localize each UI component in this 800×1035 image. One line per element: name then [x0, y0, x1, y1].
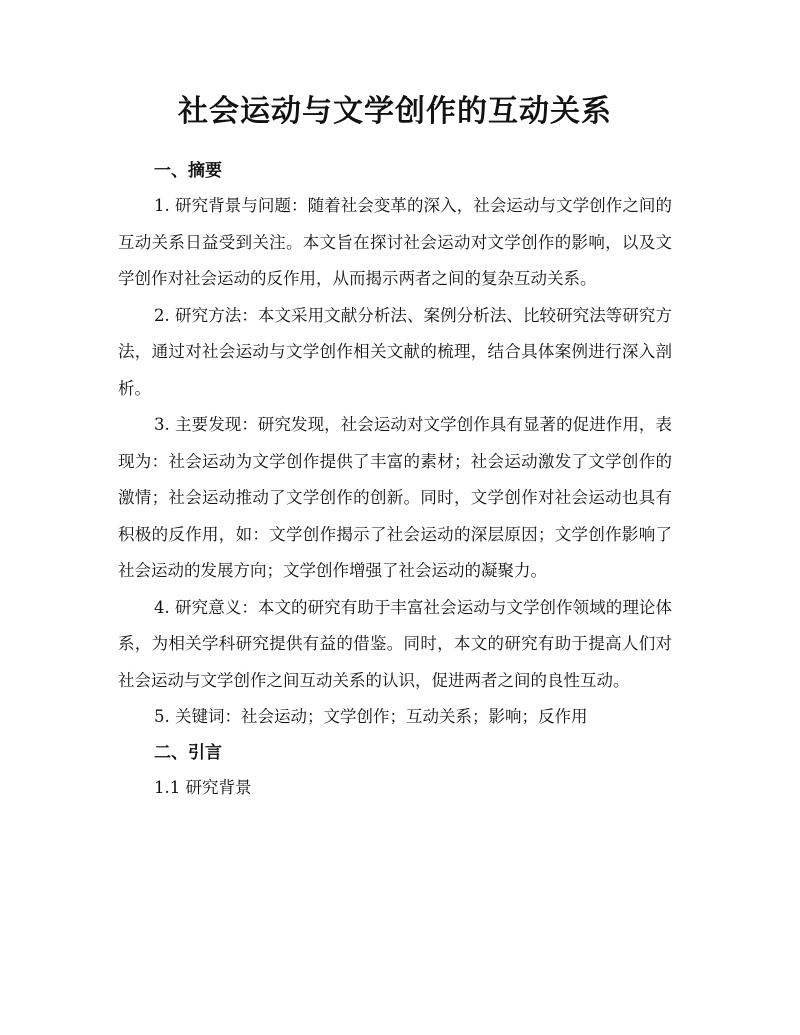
abstract-paragraph-significance: 4. 研究意义：本文的研究有助于丰富社会运动与文学创作领域的理论体系，为相关学科研究提供有益的借鉴。同时，本文的研究有助于提高人们对社会运动与文学创作之间互动关系的认识，促进两者之间的良性互动。 — [118, 597, 672, 690]
abstract-paragraph-findings: 3. 主要发现：研究发现，社会运动对文学创作具有显著的促进作用，表现为：社会运动为文学创作提供了丰富的素材；社会运动激发了文学创作的激情；社会运动推动了文学创作的创新。同时，文学创作对社会运动也具有积极的反作用，如：文学创作揭示了社会运动的深层原因；文学创作影响了社会运动的发展方向；文学创作增强了社会运动的凝聚力。 — [118, 415, 672, 580]
subsection-heading-research-background: 1.1 研究背景 — [154, 777, 252, 797]
document-title: 社会运动与文学创作的互动关系 — [178, 94, 612, 129]
abstract-paragraph-methods: 2. 研究方法：本文采用文献分析法、案例分析法、比较研究法等研究方法，通过对社会运动与文学创作相关文献的梳理，结合具体案例进行深入剖析。 — [118, 305, 672, 398]
abstract-paragraph-background: 1. 研究背景与问题：随着社会变革的深入，社会运动与文学创作之间的互动关系日益受到关注。本文旨在探讨社会运动对文学创作的影响，以及文学创作对社会运动的反作用，从而揭示两者之间的复杂互动关系。 — [118, 196, 672, 288]
abstract-paragraph-keywords: 5. 关键词：社会运动；文学创作；互动关系；影响；反作用 — [154, 707, 588, 726]
section-heading-introduction: 二、引言 — [154, 742, 222, 763]
section-heading-abstract: 一、摘要 — [154, 161, 222, 181]
